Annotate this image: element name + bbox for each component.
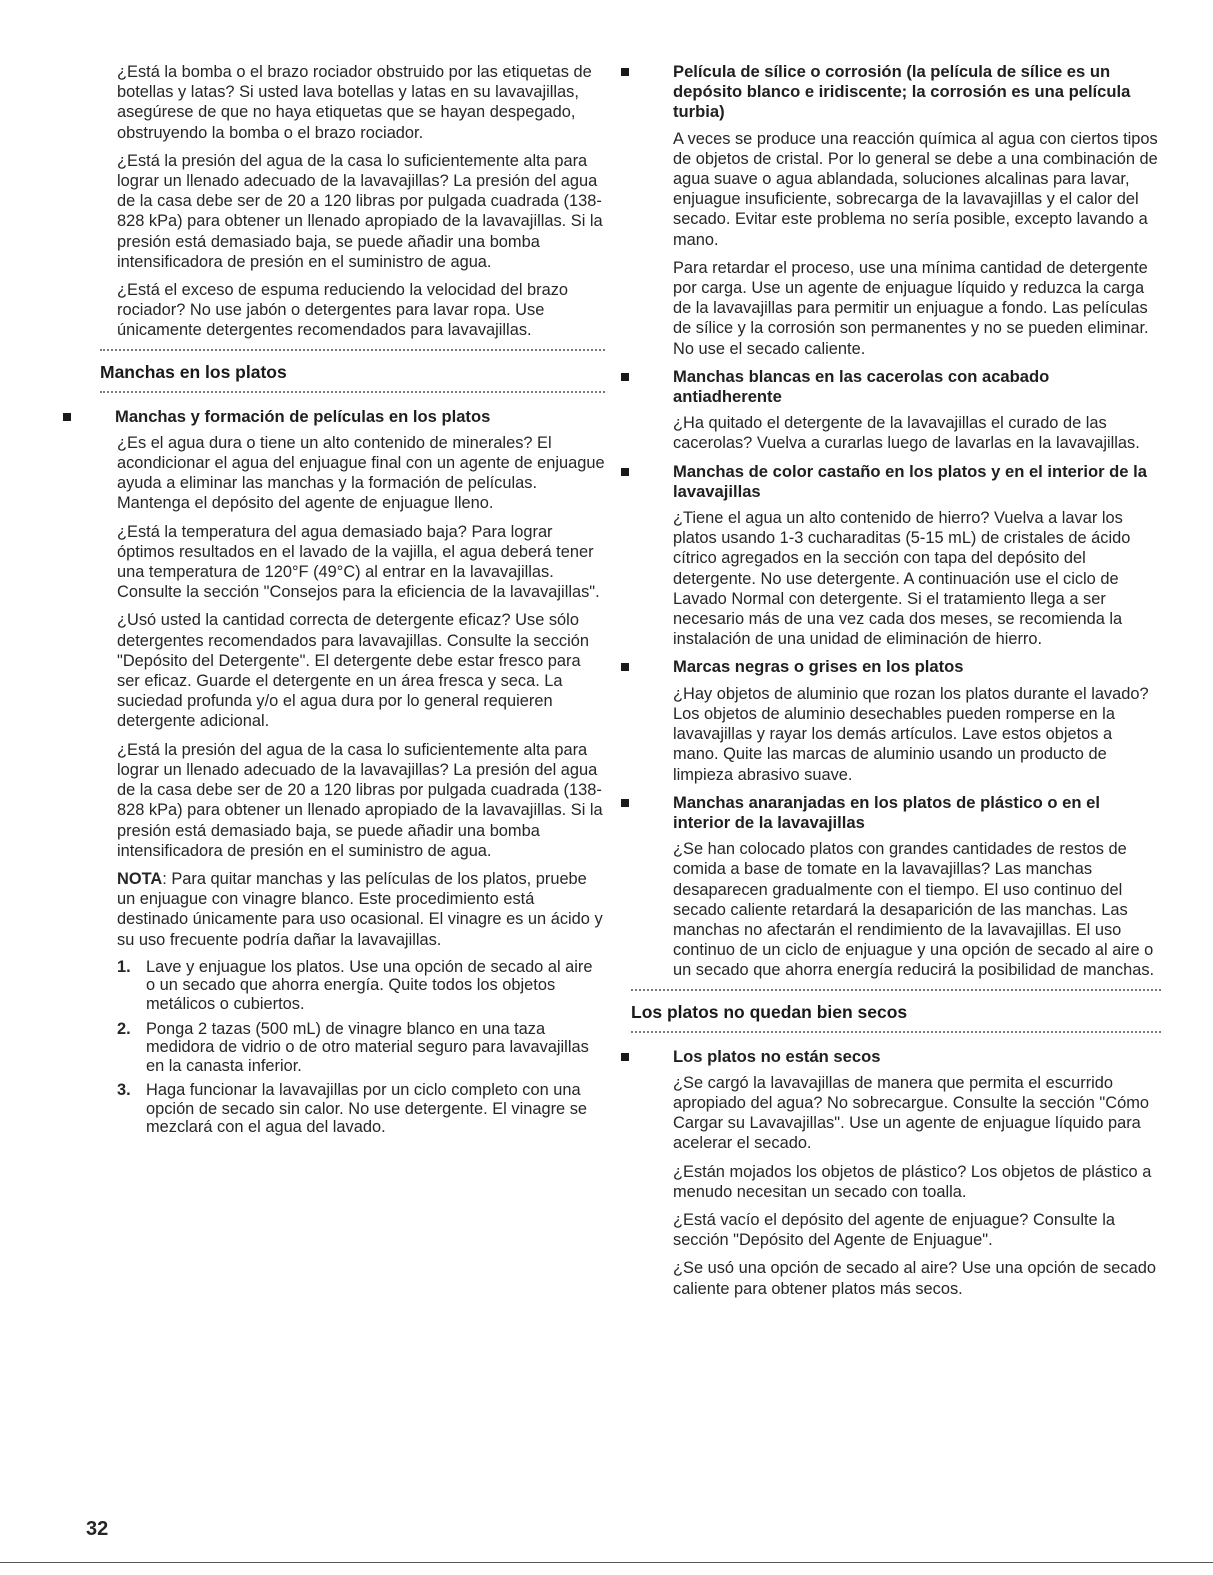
paragraph: ¿Se usó una opción de secado al aire? Use una opción de secado caliente para obtener platos más secos. (673, 1259, 1156, 1298)
nota-paragraph (117, 869, 605, 950)
section-header-drying (631, 989, 1161, 1033)
paragraph: A veces se produce una reacción química al agua con ciertos tipos de objetos de cristal. Por lo general se debe a una combinación de agua suave o agua ablandada, soluciones alcalinas para lavar, enjuague insuficiente, sobrecarga de la lavavajillas y el calor del secado. Evitar este problema no sería posible, excepto lavando a mano. (673, 129, 1158, 249)
list-item (117, 1081, 605, 1137)
paragraph: ¿Está la bomba o el brazo rociador obstruido por las etiquetas de botellas y latas? Si usted lava botellas y latas en su lavavajillas, asegúrese de que no haya etiquetas que se hayan despegado, obstruyendo la bomba o el brazo rociador. (117, 63, 592, 142)
divider (631, 989, 1161, 991)
paragraph: ¿Están mojados los objetos de plástico? Los objetos de plástico a menudo necesitan un secado con toalla. (673, 1162, 1152, 1201)
paragraph: ¿Está la presión del agua de la casa lo suficientemente alta para lograr un llenado adecuado de la lavavajillas? La presión del agua de la casa debe ser de 20 a 120 libras por pulgada cuadrada (138-828 kPa) para obtener un llenado apropiado de la lavavajillas. Si la presión está demasiado baja, se puede añadir una bomba intensificadora de presión en el suministro de agua. (117, 151, 603, 271)
bullet-heading: Marcas negras o grises en los platos (621, 657, 1161, 677)
paragraph: ¿Está la presión del agua de la casa lo suficientemente alta para lograr un llenado adecuado de la lavavajillas? La presión del agua de la casa debe ser de 20 a 120 libras por pulgada cuadrada (138-828 kPa) para obtener un llenado apropiado de la lavavajillas. Si la presión está demasiado baja, se puede añadir una bomba intensificadora de presión en el suministro de agua. (117, 740, 603, 860)
paragraph: ¿Hay objetos de aluminio que rozan los platos durante el lavado? Los objetos de aluminio desechables pueden romperse en la lavavajillas y rayar los demás artículos. Lave estos objetos a mano. Quite las marcas de aluminio usando un producto de limpieza abrasivo suave. (673, 684, 1149, 784)
nota-label: NOTA (117, 869, 163, 888)
bullet-heading: Manchas blancas en las cacerolas con acabado antiadherente (621, 367, 1161, 407)
right-column (621, 62, 1161, 1307)
list-item (117, 1020, 605, 1076)
paragraph: ¿Tiene el agua un alto contenido de hierro? Vuelva a lavar los platos usando 1-3 cucharaditas (5-15 mL) de cristales de ácido cítrico agregados en la sección con tapa del depósito del detergente. No use detergente. A continuación use el ciclo de Lavado Normal con detergente. Si el tratamiento llega a ser necesario más de una vez cada dos meses, se recomienda la instalación de una unidad de eliminación de hierro. (673, 509, 1131, 649)
step-number: 3. (117, 1081, 131, 1100)
list-item (117, 958, 605, 1014)
page-number: 32 (86, 1518, 109, 1540)
paragraph: ¿Está vacío el depósito del agente de enjuague? Consulte la sección "Depósito del Agente de Enjuague". (673, 1210, 1115, 1250)
divider (100, 349, 605, 351)
steps-list (117, 958, 605, 1137)
nota-text: : Para quitar manchas y las películas de los platos, pruebe un enjuague con vinagre blanco. Este procedimiento está destinado únicamente para uso ocasional. El vinagre es un ácido y su uso frecuente podría dañar la lavavajillas. (117, 869, 603, 949)
bullet-heading: Manchas de color castaño en los platos y en el interior de la lavavajillas (621, 462, 1161, 502)
bullet-heading: Película de sílice o corrosión (la película de sílice es un depósito blanco e iridiscente; la corrosión es una película turbia) (621, 62, 1161, 123)
step-number: 1. (117, 957, 131, 976)
step-text: Lave y enjuague los platos. Use una opción de secado al aire o un secado que ahorra energía. Quite todos los objetos metálicos o cubiertos. (146, 957, 593, 1013)
section-title: Los platos no quedan bien secos (631, 1001, 908, 1022)
step-text: Ponga 2 tazas (500 mL) de vinagre blanco en una taza medidora de vidrio o de otro material seguro para lavavajillas en la canasta inferior. (146, 1019, 589, 1075)
paragraph: ¿Es el agua dura o tiene un alto contenido de minerales? El acondicionar el agua del enjuague final con un agente de enjuague ayuda a eliminar las manchas y la formación de películas. Mantenga el depósito del agente de enjuague lleno. (117, 433, 605, 513)
section-title: Manchas en los platos (100, 361, 287, 382)
step-text: Haga funcionar la lavavajillas por un ciclo completo con una opción de secado sin calor. No use detergente. El vinagre se mezclará con el agua del lavado. (146, 1081, 588, 1137)
bottom-rule (0, 1562, 1213, 1563)
divider (631, 1031, 1161, 1033)
left-column (100, 62, 605, 1143)
paragraph: ¿Usó usted la cantidad correcta de detergente eficaz? Use sólo detergentes recomendados para lavavajillas. Consulte la sección "Depósito del Detergente". El detergente debe estar fresco para ser eficaz. Guarde el detergente en un área fresca y seca. La suciedad profunda y/o el agua dura por lo general requieren detergente adicional. (117, 611, 589, 731)
bullet-heading: Manchas y formación de películas en los platos (63, 407, 605, 427)
step-number: 2. (117, 1019, 131, 1038)
paragraph: ¿Se han colocado platos con grandes cantidades de restos de comida a base de tomate en la lavavajillas? Las manchas desaparecen gradualmente con el tiempo. El uso continuo del secado caliente retardará la desaparición de las manchas. Las manchas no afectarán el rendimiento de la lavavajillas. El uso continuo de un ciclo de enjuague y una opción de secado al aire o un secado que ahorra energía reducirá la posibilidad de manchas. (673, 840, 1155, 980)
bullet-heading: Manchas anaranjadas en los platos de plástico o en el interior de la lavavajillas (621, 793, 1161, 833)
section-header-spots (100, 349, 605, 393)
paragraph: ¿Está el exceso de espuma reduciendo la velocidad del brazo rociador? No use jabón o detergentes para lavar ropa. Use únicamente detergentes recomendados para lavavajillas. (117, 281, 569, 340)
paragraph: ¿Está la temperatura del agua demasiado baja? Para lograr óptimos resultados en el lavado de la vajilla, el agua deberá tener una temperatura de 120°F (49°C) al entrar en la lavavajillas. Consulte la sección "Consejos para la eficiencia de la lavavajillas". (117, 522, 600, 602)
paragraph: ¿Se cargó la lavavajillas de manera que permita el escurrido apropiado del agua? No sobrecargue. Consulte la sección "Cómo Cargar su Lavavajillas". Use un agente de enjuague líquido para acelerar el secado. (673, 1073, 1149, 1153)
divider (100, 391, 605, 393)
bullet-heading: Los platos no están secos (621, 1047, 1161, 1067)
paragraph: ¿Ha quitado el detergente de la lavavajillas el curado de las cacerolas? Vuelva a curarlas luego de lavarlas en la lavavajillas. (673, 414, 1140, 453)
paragraph: Para retardar el proceso, use una mínima cantidad de detergente por carga. Use un agente de enjuague líquido y reduzca la carga de la lavavajillas para permitir un enjuague a fondo. Las películas de sílice y la corrosión son permanentes y no se pueden eliminar. No use el secado caliente. (673, 258, 1149, 358)
